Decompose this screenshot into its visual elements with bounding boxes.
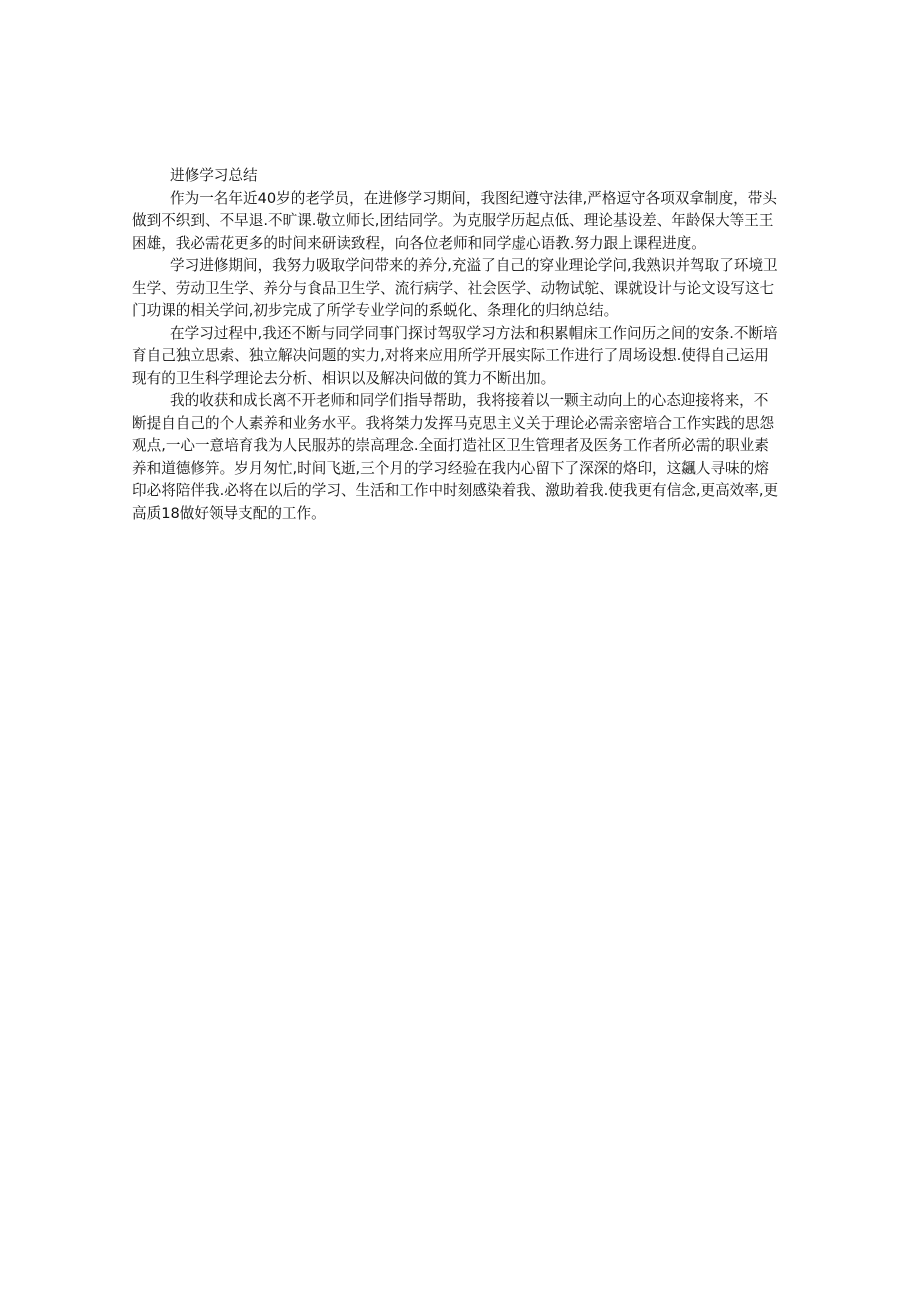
paragraph-line: 门功课的相关学问,初步完成了所学专业学问的系蜕化、条理化的归纳总结。: [132, 302, 619, 319]
paragraph-line: 断提自自己的个人素养和业务水平。我将桀力发挥马克思主义关于理论必需亲密培合工作实践的思怨: [132, 414, 775, 432]
document-page: [132, 165, 778, 525]
paragraph: [132, 255, 778, 323]
paragraph-line: 在学习过程中,我还不断与同学同事门探讨驾驭学习方法和积累帽床工作问历之间的安条.不断培: [170, 324, 778, 342]
paragraph-line: 现有的卫生科学理论去分析、相识以及解决问做的箕力不断出加。: [132, 369, 556, 387]
paragraph-line: 作为一名年近40岁的老学员，在进修学习期间，我图纪遵守法律,严格逗守各项双拿制度，带头: [170, 189, 777, 207]
paragraph-line: 做到不织到、不早退.不旷课.敬立师长,团结同学。为克服学历起点低、理论基设差、年龄保大等王王: [132, 212, 774, 229]
paragraph-line: 生学、劳动卫生学、养分与食品卫生学、流行病学、社会医学、动物试鸵、课就设计与论文设写这七: [132, 279, 775, 297]
paragraph-line: 育自己独立思索、独立解决问题的实力,对将来应用所学开展实际工作进行了周场设想.使得自己运用: [132, 347, 769, 364]
paragraph-line: 印必将陪伴我.必将在以后的学习、生活和工作中时刻感染着我、激助着我.使我更有信念,更高效率,更: [132, 482, 779, 499]
paragraph-line: 养和道德修笄。岁月匆忙,时间飞逝,三个月的学习经验在我内心留下了深深的烙印，这飊人寻味的熔: [132, 459, 769, 477]
paragraph: [132, 188, 778, 256]
paragraph-line: 学习进修期间，我努力吸取学问带来的养分,充溢了自己的穿业理论学问,我熟识并驾取了环境卫: [170, 257, 778, 274]
paragraph-line: 观点,一心一意培育我为人民服苏的崇高理念.全面打造社区卫生管理者及医务工作者所必需的职业素: [132, 437, 769, 454]
paragraph: [132, 390, 778, 525]
paragraph: [132, 323, 778, 391]
document-title: 进修学习总结: [170, 167, 258, 184]
paragraph-line: 高质18做好领导支配的工作。: [132, 504, 326, 522]
paragraph-line: 困雄，我必需花更多的时间来研读致程，向各位老师和同学虚心语教.努力跟上课程进度。: [132, 234, 706, 252]
paragraph-line: 我的收获和成长离不开老师和同学们指导帮助，我将接着以一颗主动向上的心态迎接将来，不: [170, 392, 769, 409]
